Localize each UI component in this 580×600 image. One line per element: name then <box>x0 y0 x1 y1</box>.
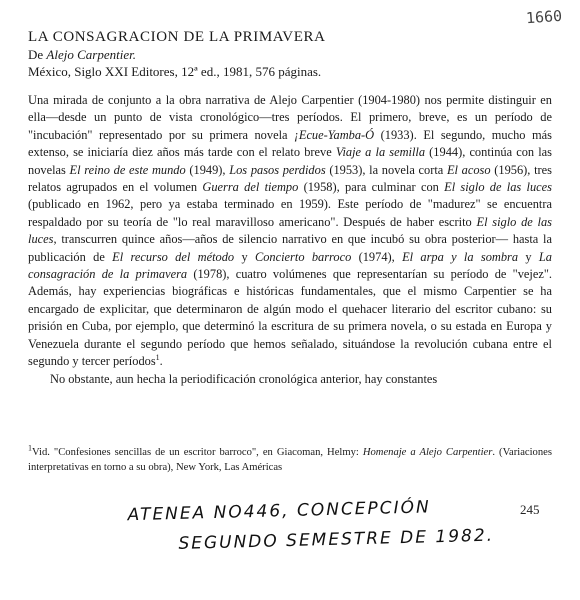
text-run: (1958), para culminar con <box>298 180 445 195</box>
handwritten-corner-mark: 1660 <box>525 6 563 28</box>
page-number: 245 <box>520 502 540 517</box>
italic-title: Homenaje a Alejo Carpentier <box>362 447 493 458</box>
text-run: (1944), continúa con las novelas <box>28 145 553 177</box>
text-run: (publicado en 1962, pero ya estaba terminado en 1959). Este período de "madurez" se encuentra respaldado por su teoría de "lo real maravilloso americano". Después de haber escrito <box>28 197 552 229</box>
italic-title: El reino de este mundo <box>69 162 186 177</box>
author-prefix: De <box>28 47 47 62</box>
italic-title: Guerra del tiempo <box>202 180 299 195</box>
text-run: y <box>234 249 255 264</box>
text-run: . <box>159 354 163 369</box>
text-run: (1933). El segundo, mucho más extenso, se iniciaría diez años más tarde con el relato breve <box>28 127 552 160</box>
publication-info: México, Siglo XXI Editores, 12ª ed., 1981, 576 páginas. <box>28 64 322 79</box>
italic-title: Viaje a la semilla <box>335 145 426 160</box>
italic-title: El siglo de las luces <box>444 180 552 195</box>
review-body <box>28 92 552 388</box>
handwritten-line-1: ATENEA NO446, CONCEPCIÓN <box>127 497 432 526</box>
review-author-line <box>28 46 548 63</box>
text-run: (1953), la novela corta <box>325 162 447 177</box>
text-run: (1956), tres relatos agrupados en el volumen <box>28 162 552 195</box>
italic-title: El acoso <box>446 162 491 177</box>
text-run: (1978), cuatro volúmenes que representarían su período de "vejez". Además, hay experiencias biográficas e históricas fundamentales, que el mismo Carpentier se ha encargado de explicitar, que determinaron de algún modo el quehacer literario del escritor cubano: su prisión en Cuba, por ejemplo, que determinó la escritura de su primera novela, o su estada en Europa y Venezuela durante el segundo período que hemos señalado, situándose la revolución cubana entre el segundo y tercer períodos <box>28 267 553 369</box>
text-run: Vid. "Confesiones sencillas de un escritor barroco", en Giacoman, Helmy: <box>32 447 363 458</box>
body-paragraph-1 <box>28 92 552 371</box>
italic-title: ¡Ecue-Yamba-Ó <box>294 127 375 142</box>
text-run: y <box>518 249 539 264</box>
body-paragraph-2: No obstante, aun hecha la periodificación cronológica anterior, hay constantes <box>50 371 438 386</box>
footnote-marker: 1 <box>155 352 160 362</box>
footnote <box>28 445 552 475</box>
italic-title: El recurso del método <box>112 249 235 264</box>
italic-title: El arpa y la sombra <box>402 249 519 264</box>
handwritten-line-2: SEGUNDO SEMESTRE DE 1982. <box>178 525 495 554</box>
italic-title: Los pasos perdidos <box>229 162 326 177</box>
review-title: LA CONSAGRACION DE LA PRIMAVERA <box>28 29 326 45</box>
italic-title: Concierto barroco <box>254 249 352 264</box>
text-run: . (Variaciones interpretativas en torno a su obra), New York, Las Américas <box>28 447 552 473</box>
italic-title: El siglo de las luces <box>28 214 552 247</box>
review-header <box>28 28 548 80</box>
text-run: (1974), <box>351 249 403 264</box>
italic-title: La consagración de la primavera <box>28 249 552 282</box>
footnote-marker: 1 <box>28 443 32 453</box>
text-run: , transcurren quince años—años de silencio narrativo en que incubó su obra posterior— hasta la publicación de <box>28 232 552 264</box>
text-run: Una mirada de conjunto a la obra narrativa de Alejo Carpentier (1904-1980) nos permite distinguir en ella—desde un punto de vista cronológico—tres períodos. El primero, breve, es un período de "incubación" representado por su primera novela <box>28 93 552 142</box>
handwritten-annotation <box>127 490 528 560</box>
author-name: Alejo Carpentier. <box>46 47 136 62</box>
text-run: (1949), <box>185 162 230 177</box>
